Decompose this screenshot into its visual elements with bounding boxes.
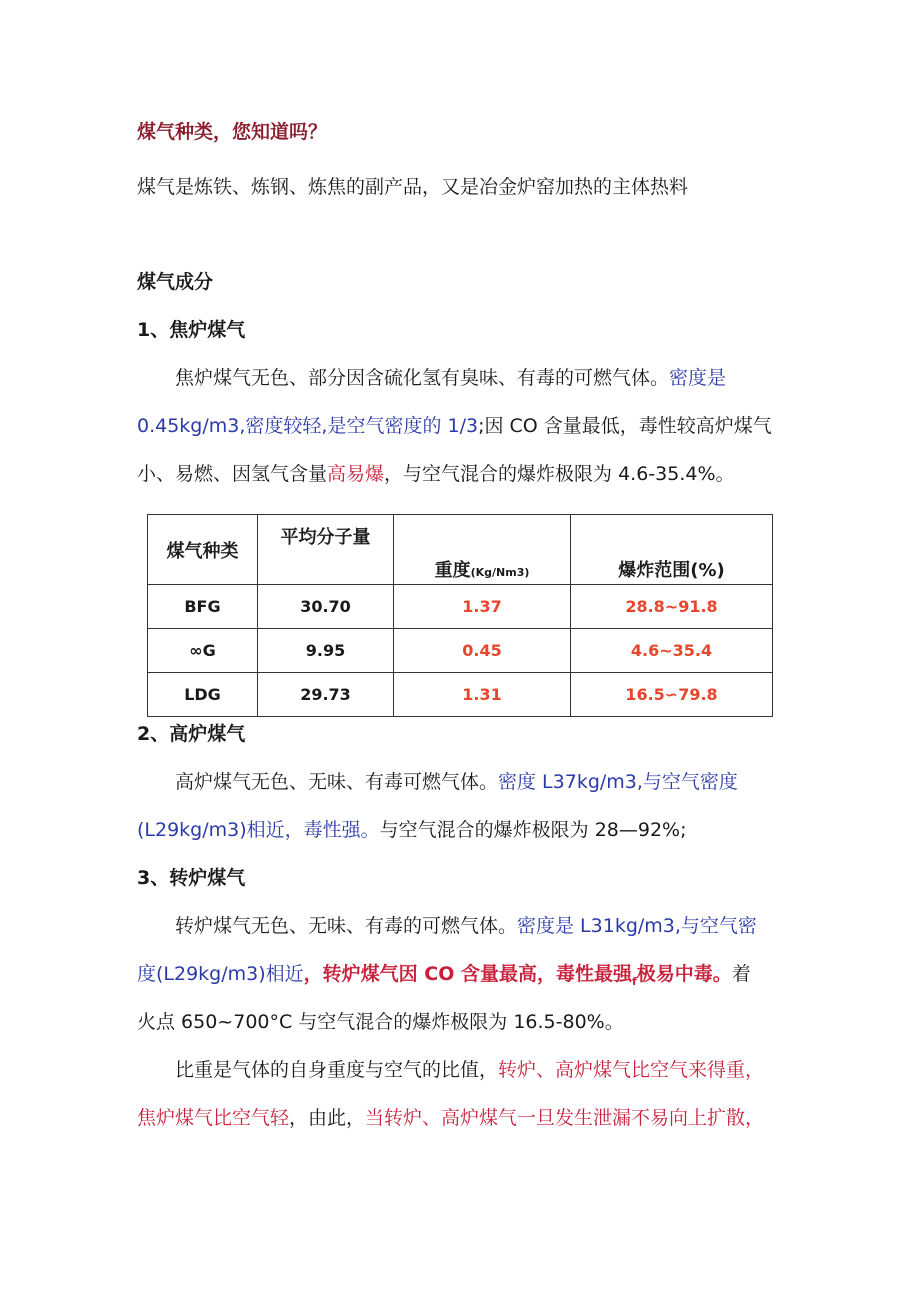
converter-paragraph-line-2 (137, 962, 751, 994)
blast-paragraph-line-1 (175, 770, 738, 794)
coke-density-value: 0.45kg/m3,密度较轻,是空气密度的 1/3 (137, 415, 479, 437)
cell-molecular-weight: 9.95 (258, 629, 394, 673)
ratio-definition-text: 比重是气体的自身重度与空气的比值， (175, 1059, 499, 1081)
coke-paragraph-line-3 (137, 462, 735, 486)
cell-weight: 1.31 (394, 673, 571, 717)
ratio-therefore-text: ，由此， (289, 1107, 366, 1129)
ratio-heavier-highlight: 转炉、高炉煤气比空气来得重， (498, 1059, 765, 1081)
blast-density-compare: (L29kg/m3)相近，毒性强。 (137, 819, 380, 841)
ratio-paragraph-line-1 (175, 1058, 764, 1082)
header-explosion-range: 爆炸范围(%) (571, 515, 773, 585)
coke-explosion-limit-text: ，与空气混合的爆炸极限为 4.6-35.4%。 (384, 463, 735, 485)
converter-gas-heading: 3、转炉煤气 (137, 867, 246, 889)
converter-paragraph-line-3: 火点 650~700°C 与空气混合的爆炸极限为 16.5-80%。 (137, 1011, 624, 1033)
section-heading: 煤气成分 (137, 271, 214, 293)
header-weight-label: 重度 (434, 560, 471, 581)
table-header-row (148, 515, 773, 585)
gas-properties-table (147, 514, 773, 717)
coke-toxicity-text: ;因 CO 含量最低，毒性较高炉煤气 (478, 415, 772, 437)
converter-density-text: 密度是 L31kg/m3,与空气密 (517, 915, 757, 937)
blast-density-text: 密度 L37kg/m3,与空气密度 (498, 771, 738, 793)
converter-density-compare: 度(L29kg/m3)相近 (137, 963, 304, 985)
page-title: 煤气种类，您知道吗？ (137, 121, 328, 143)
coke-flammable-text: 小、易燃、因氢气含量 (137, 463, 328, 485)
cell-weight: 0.45 (394, 629, 571, 673)
converter-toxicity-highlight: ，转炉煤气因 CO 含量最高，毒性最强 (303, 963, 632, 985)
ratio-paragraph-line-2 (137, 1106, 764, 1130)
cell-explosion-range: 4.6~35.4 (571, 629, 773, 673)
ratio-leak-highlight: 当转炉、高炉煤气一旦发生泄漏不易向上扩散， (365, 1107, 765, 1129)
coke-density-text: 密度是 (669, 367, 727, 389)
cell-weight: 1.37 (394, 585, 571, 629)
blast-explosion-limit-text: 与空气混合的爆炸极限为 28—92%; (379, 819, 687, 841)
cell-explosion-range: 28.8~91.8 (571, 585, 773, 629)
blast-paragraph-line-2 (137, 818, 687, 842)
table-row (148, 585, 773, 629)
converter-ignition-text: 着 (731, 963, 751, 985)
converter-text: 转炉煤气无色、无味、有毒的可燃气体。 (175, 915, 518, 937)
blast-text: 高炉煤气无色、无味、有毒可燃气体。 (175, 771, 499, 793)
cell-gas-type: ∞G (148, 629, 258, 673)
table-row (148, 629, 773, 673)
cell-gas-type: LDG (148, 673, 258, 717)
blast-furnace-gas-heading: 2、高炉煤气 (137, 723, 246, 745)
cell-molecular-weight: 29.73 (258, 673, 394, 717)
header-molecular-weight: 平均分子量 (258, 515, 394, 585)
ratio-lighter-highlight: 焦炉煤气比空气轻 (137, 1107, 290, 1129)
intro-paragraph: 煤气是炼铁、炼钢、炼焦的副产品，又是冶金炉窑加热的主体热料 (137, 176, 689, 198)
coke-gas-heading: 1、焦炉煤气 (137, 319, 246, 341)
header-weight (394, 515, 571, 585)
table-row (148, 673, 773, 717)
coke-paragraph-line-1 (175, 366, 726, 390)
converter-poisoning-highlight: 极易中毒。 (636, 963, 732, 985)
cell-molecular-weight: 30.70 (258, 585, 394, 629)
header-weight-unit: (Kg/Nm3) (470, 566, 530, 579)
converter-paragraph-line-1 (175, 914, 757, 938)
converter-subscript-mark: f (631, 974, 637, 988)
coke-paragraph-line-2 (137, 414, 772, 438)
cell-gas-type: BFG (148, 585, 258, 629)
header-gas-type: 煤气种类 (148, 515, 258, 585)
coke-text: 焦炉煤气无色、部分因含硫化氢有臭味、有毒的可燃气体。 (175, 367, 670, 389)
cell-explosion-range: 16.5∽79.8 (571, 673, 773, 717)
coke-explosive-highlight: 高易爆 (327, 463, 385, 485)
